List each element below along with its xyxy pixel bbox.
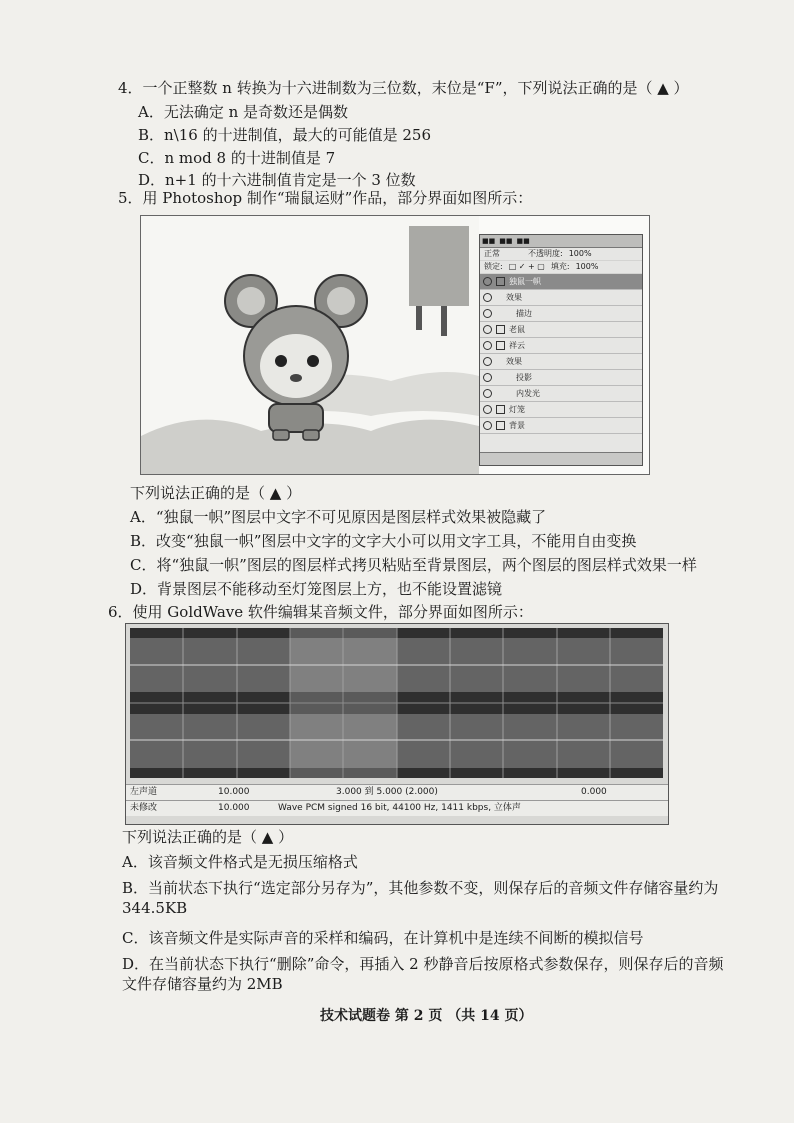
tab-layers-icon[interactable]: ■■ (482, 237, 496, 245)
panel-bottom-toolbar[interactable] (480, 452, 642, 465)
blend-mode-select[interactable]: 正常 (484, 249, 500, 258)
audio-format: Wave PCM signed 16 bit, 44100 Hz, 1411 kbps, 立体声 (278, 803, 521, 813)
visibility-eye-icon[interactable] (483, 293, 492, 302)
q4-option-b: B．n\16 的十进制值，最大的可能值是 256 (138, 126, 431, 144)
question-6-stem: 6．使用 GoldWave 软件编辑某音频文件，部分界面如图所示： (108, 603, 533, 621)
layer-row[interactable] (480, 306, 642, 322)
status-bar-2 (126, 800, 668, 816)
layer-name: 灯笼 (509, 405, 525, 414)
fill-value[interactable]: 100% (575, 262, 599, 271)
q5-option-b: B．改变“独鼠一帜”图层中文字的文字大小可以用文字工具，不能用自由变换 (130, 532, 637, 550)
q6-option-c: C．该音频文件是实际声音的采样和编码，在计算机中是连续不间断的模拟信号 (122, 929, 644, 947)
mouse-artwork (141, 216, 479, 474)
visibility-eye-icon[interactable] (483, 309, 492, 318)
panel-tabs (480, 235, 642, 248)
visibility-eye-icon[interactable] (483, 405, 492, 414)
page-footer: 技术试题卷 第 2 页 （共 14 页） (320, 1008, 533, 1024)
q4-option-d: D．n+1 的十六进制值肯定是一个 3 位数 (138, 171, 416, 189)
question-5-stem: 5．用 Photoshop 制作“瑞鼠运财”作品，部分界面如图所示： (118, 189, 533, 207)
layer-name: 描边 (516, 309, 532, 318)
q5-prompt: 下列说法正确的是（ ▲ ） (130, 484, 302, 502)
lock-label: 锁定: (484, 262, 503, 271)
lock-icons[interactable]: □ ✓ + ▢ (508, 262, 545, 271)
visibility-eye-icon[interactable] (483, 277, 492, 286)
q6-option-a: A．该音频文件格式是无损压缩格式 (122, 853, 358, 871)
visibility-eye-icon[interactable] (483, 389, 492, 398)
opacity-value[interactable]: 100% (568, 249, 592, 258)
q4-option-a: A．无法确定 n 是奇数还是偶数 (138, 103, 349, 121)
layer-row[interactable] (480, 290, 642, 306)
fill-label: 填充: (550, 262, 570, 271)
layer-name: 独鼠一帜 (509, 277, 541, 286)
visibility-eye-icon[interactable] (483, 341, 492, 350)
tab-channels-icon[interactable]: ■■ (499, 237, 513, 245)
visibility-eye-icon[interactable] (483, 421, 492, 430)
layer-name: 内发光 (516, 389, 540, 398)
layer-row[interactable] (480, 370, 642, 386)
photoshop-screenshot (140, 215, 650, 475)
q5-option-c: C．将“独鼠一帜”图层的图层样式拷贝粘贴至背景图层，两个图层的图层样式效果一样 (130, 556, 697, 574)
cursor-position: 0.000 (581, 787, 607, 797)
goldwave-screenshot (125, 623, 669, 825)
q6-prompt: 下列说法正确的是（ ▲ ） (122, 828, 294, 846)
channel-label[interactable]: 左声道 (130, 787, 158, 797)
layer-row[interactable] (480, 322, 642, 338)
layer-name: 背景 (509, 421, 525, 430)
layer-name: 效果 (506, 293, 522, 302)
layer-name: 祥云 (509, 341, 525, 350)
waveform-display[interactable] (130, 628, 663, 778)
question-4-stem: 4．一个正整数 n 转换为十六进制数为三位数，末位是“F”，下列说法正确的是（ ▲ ） (118, 79, 689, 97)
q5-option-d: D．背景图层不能移动至灯笼图层上方，也不能设置滤镜 (130, 580, 503, 598)
opacity-label: 不透明度: (528, 249, 563, 258)
layer-row[interactable] (480, 354, 642, 370)
q5-option-a: A．“独鼠一帜”图层中文字不可见原因是图层样式效果被隐藏了 (130, 508, 547, 526)
total-length-2: 10.000 (218, 803, 250, 813)
layer-row[interactable] (480, 274, 642, 290)
layer-thumb-icon (496, 405, 505, 414)
layer-list (480, 274, 642, 434)
layer-row[interactable] (480, 386, 642, 402)
visibility-eye-icon[interactable] (483, 373, 492, 382)
lock-row (480, 261, 642, 274)
layer-name: 效果 (506, 357, 522, 366)
layer-row[interactable] (480, 338, 642, 354)
layer-name: 老鼠 (509, 325, 525, 334)
status-bar-1 (126, 784, 668, 800)
layer-name: 投影 (516, 373, 532, 382)
tab-paths-icon[interactable]: ■■ (516, 237, 530, 245)
q4-option-c: C．n mod 8 的十进制值是 7 (138, 149, 336, 167)
selection-range: 3.000 到 5.000 (2.000) (336, 787, 438, 797)
layers-panel (479, 234, 643, 466)
blend-row (480, 248, 642, 261)
visibility-eye-icon[interactable] (483, 357, 492, 366)
layer-thumb-icon (496, 341, 505, 350)
layer-row[interactable] (480, 418, 642, 434)
layer-thumb-icon (496, 277, 505, 286)
total-length: 10.000 (218, 787, 250, 797)
layer-row[interactable] (480, 402, 642, 418)
layer-thumb-icon (496, 325, 505, 334)
modified-status: 未修改 (130, 803, 158, 813)
visibility-eye-icon[interactable] (483, 325, 492, 334)
q6-option-b: B．当前状态下执行“选定部分另存为”，其他参数不变，则保存后的音频文件存储容量约为 344.5KB (122, 879, 719, 917)
layer-thumb-icon (496, 421, 505, 430)
q6-option-d: D．在当前状态下执行“删除”命令，再插入 2 秒静音后按原格式参数保存，则保存后的音频文件存储容量约为 2MB (122, 955, 724, 993)
